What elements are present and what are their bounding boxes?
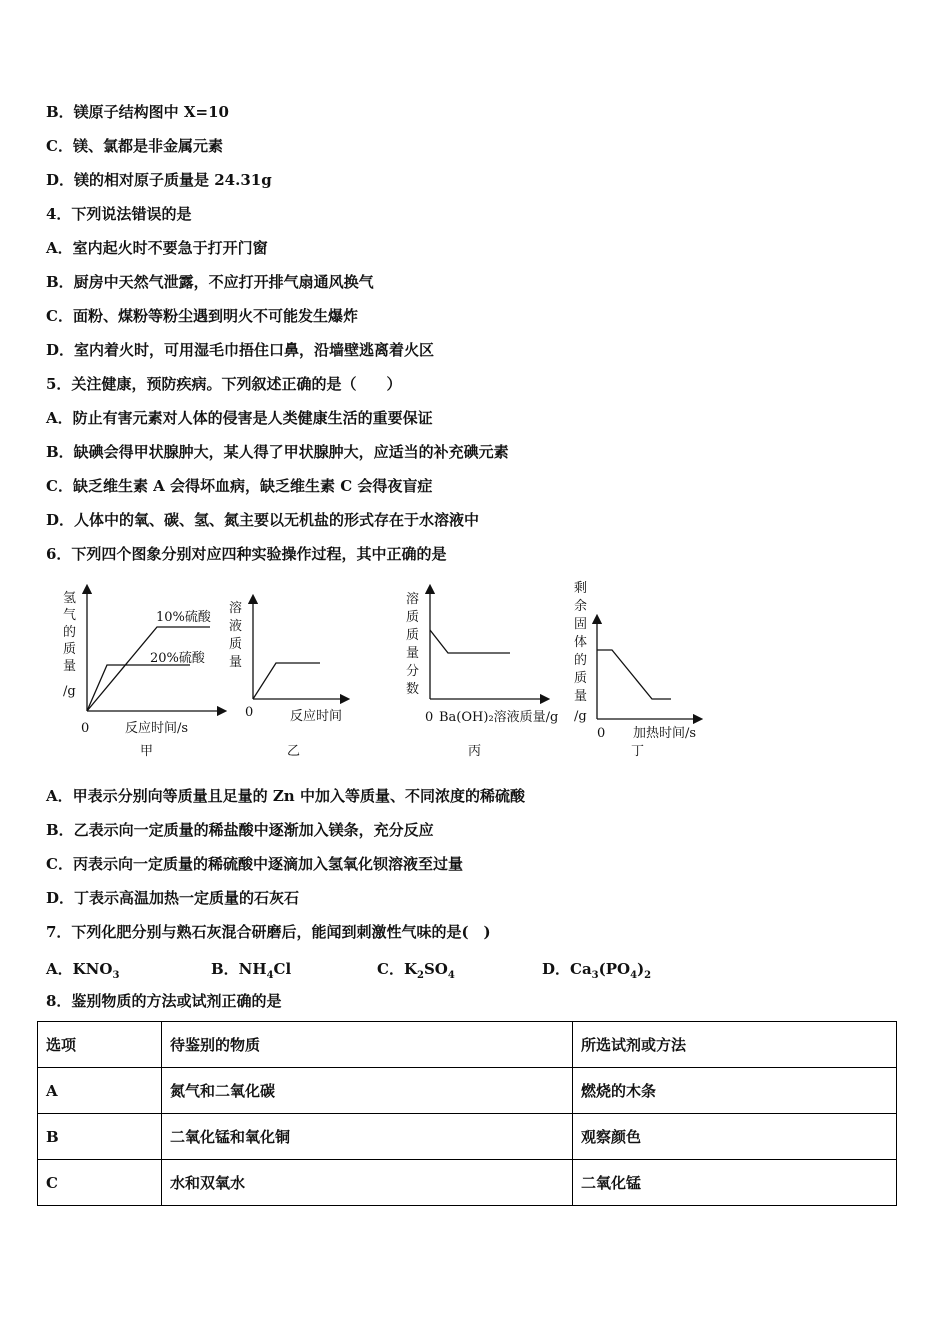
ding-xlabel: 加热时间/s [633, 726, 697, 741]
row-method: 二氧化锰 [573, 1160, 897, 1206]
option-4b: B．厨房中天然气泄露，不应打开排气扇通风换气 [46, 273, 374, 291]
ding-ylabel-2: 固 [574, 617, 588, 632]
table-header-row [38, 1022, 897, 1068]
ding-caption: 丁 [631, 744, 645, 759]
question-6-stem: 6．下列四个图象分别对应四种实验操作过程，其中正确的是 [46, 545, 447, 563]
jia-ylabel-5: /g [63, 684, 76, 699]
figure-jia [63, 589, 222, 759]
option-5b: B．缺碘会得甲状腺肿大，某人得了甲状腺肿大，应适当的补充碘元素 [46, 443, 509, 461]
yi-xlabel: 反应时间 [290, 709, 343, 724]
option-7b: B．$NH_4Cl$ [211, 960, 292, 981]
bing-ylabel-5: 数 [406, 682, 420, 697]
table-row [38, 1160, 897, 1206]
jia-series-20pct: 20%硫酸 [150, 651, 205, 666]
jia-xlabel: 反应时间/s [125, 721, 189, 736]
ding-ylabel-0: 剩 [574, 581, 588, 596]
ding-ylabel-5: 质 [574, 671, 588, 686]
header-substances: 待鉴别的物质 [162, 1022, 573, 1068]
ding-ylabel-7: /g [574, 709, 587, 724]
question-6-figures [0, 575, 950, 765]
figure-yi [229, 599, 345, 759]
option-3d: D．镁的相对原子质量是 24.31g [46, 171, 272, 189]
bing-xlabel: Ba(OH)₂溶液质量/g [439, 710, 559, 725]
ding-ylabel-4: 的 [574, 653, 588, 668]
question-5-stem: 5．关注健康，预防疾病。下列叙述正确的是（ ） [46, 375, 402, 393]
row-substances: 氮气和二氧化碳 [162, 1068, 573, 1114]
jia-series-10pct: 10%硫酸 [156, 610, 211, 625]
question-8-stem: 8．鉴别物质的方法或试剂正确的是 [46, 992, 282, 1010]
row-substances: 二氧化锰和氧化铜 [162, 1114, 573, 1160]
bing-ylabel-2: 质 [406, 628, 420, 643]
yi-ylabel-1: 液 [229, 619, 243, 634]
jia-line-20pct [87, 665, 190, 711]
table-row [38, 1068, 897, 1114]
option-7c: C．$K_2SO_4$ [377, 960, 455, 981]
bing-ylabel-4: 分 [406, 664, 420, 679]
ding-ylabel-1: 余 [574, 599, 588, 614]
header-option: 选项 [38, 1022, 162, 1068]
bing-ylabel-1: 质 [406, 610, 420, 625]
yi-line [253, 663, 320, 699]
bing-ylabel-0: 溶 [406, 592, 420, 607]
question-8-table [37, 1021, 897, 1206]
option-6d: D．丁表示高温加热一定质量的石灰石 [46, 889, 300, 907]
row-option: A [38, 1068, 162, 1114]
option-7a: A．$KNO_3$ [46, 960, 120, 981]
option-3c: C．镁、氯都是非金属元素 [46, 137, 223, 155]
yi-origin: 0 [245, 705, 254, 720]
bing-caption: 丙 [468, 744, 482, 759]
row-method: 燃烧的木条 [573, 1068, 897, 1114]
option-5c: C．缺乏维生素 A 会得坏血病，缺乏维生素 C 会得夜盲症 [46, 477, 433, 495]
row-option: C [38, 1160, 162, 1206]
yi-ylabel-2: 质 [229, 637, 243, 652]
table-row [38, 1114, 897, 1160]
option-7d: D．$Ca_3(PO_4)_2$ [542, 960, 652, 981]
option-4c: C．面粉、煤粉等粉尘遇到明火不可能发生爆炸 [46, 307, 358, 325]
jia-ylabel-4: 量 [63, 659, 77, 674]
ding-ylabel-3: 体 [574, 635, 588, 650]
ding-ylabel-6: 量 [574, 689, 588, 704]
yi-ylabel-3: 量 [229, 655, 243, 670]
option-6a: A．甲表示分别向等质量且足量的 Zn 中加入等质量、不同浓度的稀硫酸 [46, 787, 525, 805]
option-4d: D．室内着火时，可用湿毛巾捂住口鼻，沿墙壁逃离着火区 [46, 341, 435, 359]
jia-origin: 0 [81, 721, 90, 736]
figure-bing [406, 589, 558, 759]
bing-line [430, 630, 510, 653]
row-option: B [38, 1114, 162, 1160]
question-4-stem: 4．下列说法错误的是 [46, 205, 192, 223]
yi-ylabel-0: 溶 [229, 601, 243, 616]
question-7-stem: 7．下列化肥分别与熟石灰混合研磨后，能闻到刺激性气味的是( ) [46, 923, 491, 941]
figure-ding [574, 581, 698, 759]
option-3b: B．镁原子结构图中 X=10 [46, 103, 229, 121]
option-5a: A．防止有害元素对人体的侵害是人类健康生活的重要保证 [46, 409, 433, 427]
jia-ylabel-2: 的 [63, 625, 77, 640]
option-5d: D．人体中的氧、碳、氢、氮主要以无机盐的形式存在于水溶液中 [46, 511, 480, 529]
ding-line [597, 650, 671, 699]
row-method: 观察颜色 [573, 1114, 897, 1160]
row-substances: 水和双氧水 [162, 1160, 573, 1206]
option-6b: B．乙表示向一定质量的稀盐酸中逐渐加入镁条，充分反应 [46, 821, 434, 839]
header-method: 所选试剂或方法 [573, 1022, 897, 1068]
jia-ylabel-1: 气 [63, 608, 77, 623]
yi-caption: 乙 [287, 744, 301, 759]
jia-ylabel-0: 氢 [63, 591, 77, 606]
jia-caption: 甲 [140, 744, 154, 759]
bing-ylabel-3: 量 [406, 646, 420, 661]
ding-origin: 0 [597, 726, 606, 741]
option-4a: A．室内起火时不要急于打开门窗 [46, 239, 268, 257]
bing-origin: 0 [425, 710, 434, 725]
jia-ylabel-3: 质 [63, 642, 77, 657]
option-6c: C．丙表示向一定质量的稀硫酸中逐滴加入氢氧化钡溶液至过量 [46, 855, 463, 873]
